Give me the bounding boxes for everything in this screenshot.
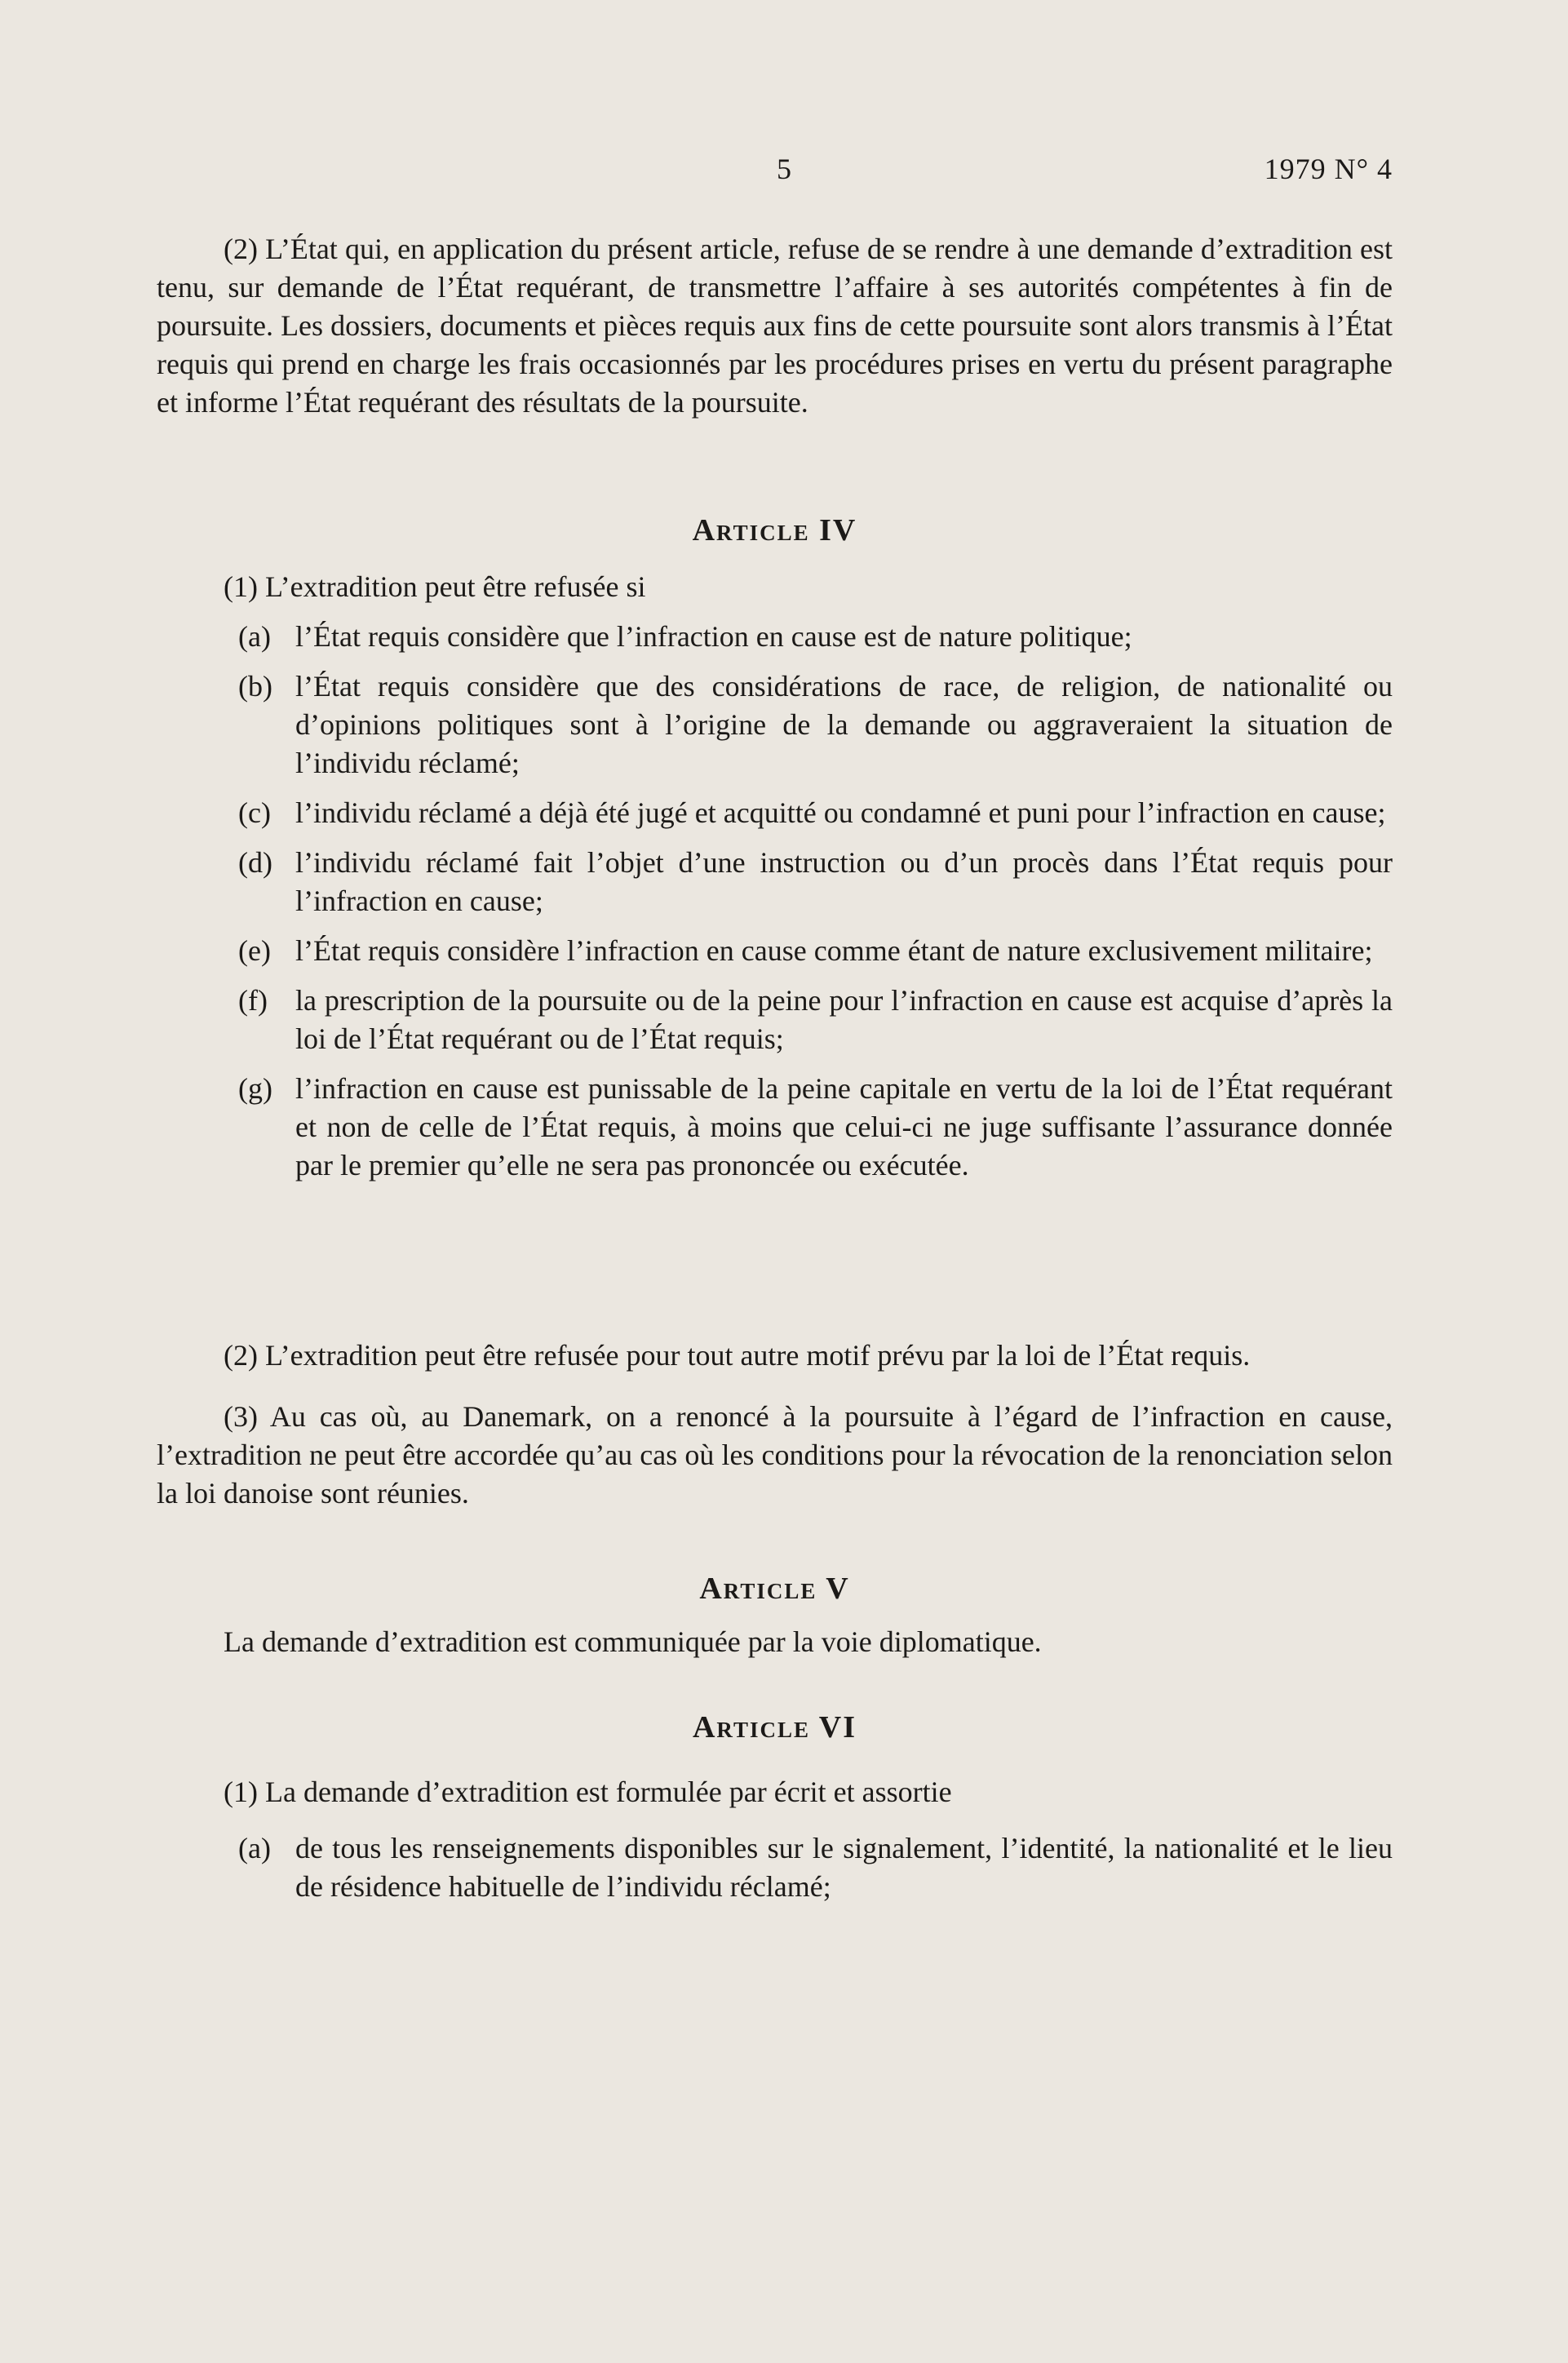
list-item-text: de tous les renseignements disponibles sur le signalement, l’identité, la nationalité et le lieu de résidence habituelle de l’individu réclamé; <box>295 1832 1393 1903</box>
list-item-c <box>157 794 1393 832</box>
list-item-b <box>157 667 1393 782</box>
list-item-g <box>157 1070 1393 1185</box>
list-item-f <box>157 982 1393 1058</box>
list-item-art6-a <box>157 1829 1393 1906</box>
list-item-label: (e) <box>238 934 271 967</box>
document-body <box>157 230 1393 1906</box>
lead-art6-1: (1) La demande d’extradition est formulée par écrit et assortie <box>224 1776 952 1808</box>
heading-article-iv: Article IV <box>692 513 857 548</box>
lead-art4-1: (1) L’extradition peut être refusée si <box>224 570 646 603</box>
list-item-label: (g) <box>238 1072 272 1105</box>
paragraph-art3-2: (2) L’État qui, en application du présent article, refuse de se rendre à une demande d’extradition est tenu, sur demande de l’État requérant, de transmettre l’affaire à ses autorités compétentes à fin de poursuite. Les dossiers, documents et pièces requis aux fins de cette poursuite sont alors transmis à l’État requis qui prend en charge les frais occasionnés par les procédures prises en vertu du présent paragraphe et informe l’État requérant des résultats de la poursuite. <box>157 233 1393 419</box>
document-reference: 1979 N° 4 <box>1264 153 1393 185</box>
list-item-text: l’individu réclamé a déjà été jugé et acquitté ou condamné et puni pour l’infraction en cause; <box>295 796 1386 829</box>
list-item-text: l’infraction en cause est punissable de la peine capitale en vertu de la loi de l’État requérant et non de celle de l’État requis, à moins que celui-ci ne juge suffisante l’assurance donnée par le premier qu’elle ne sera pas prononcée ou exécutée. <box>295 1072 1393 1182</box>
list-item-text: la prescription de la poursuite ou de la peine pour l’infraction en cause est acquise d’après la loi de l’État requérant ou de l’État requis; <box>295 984 1393 1055</box>
list-item-text: l’État requis considère que des considérations de race, de religion, de nationalité ou d’opinions politiques sont à l’origine de la demande ou aggraveraient la situation de l’individu réclamé; <box>295 670 1393 779</box>
list-item-label: (a) <box>238 620 271 653</box>
heading-article-v: Article V <box>699 1572 850 1606</box>
list-item-label: (c) <box>238 796 271 829</box>
list-item-e <box>157 932 1393 970</box>
page-number: 5 <box>777 153 791 185</box>
list-item-text: l’État requis considère l’infraction en cause comme étant de nature exclusivement militaire; <box>295 934 1373 967</box>
list-item-text: l’individu réclamé fait l’objet d’une instruction ou d’un procès dans l’État requis pour l’infraction en cause; <box>295 846 1393 917</box>
paragraph-art4-3: (3) Au cas où, au Danemark, on a renoncé à la poursuite à l’égard de l’infraction en cause, l’extradition ne peut être accordée qu’au cas où les conditions pour la révocation de la renonciation selon la loi danoise sont réunies. <box>157 1400 1393 1510</box>
list-item-label: (d) <box>238 846 272 879</box>
list-item-d <box>157 844 1393 920</box>
paragraph-art4-2: (2) L’extradition peut être refusée pour tout autre motif prévu par la loi de l’État requis. <box>224 1339 1251 1372</box>
lead-art5: La demande d’extradition est communiquée par la voie diplomatique. <box>224 1625 1042 1658</box>
list-item-label: (f) <box>238 984 268 1017</box>
heading-article-vi: Article VI <box>692 1710 857 1745</box>
list-item-text: l’État requis considère que l’infraction en cause est de nature politique; <box>295 620 1132 653</box>
list-item-label: (b) <box>238 670 272 703</box>
list-item-label: (a) <box>238 1832 271 1864</box>
list-item-a <box>157 618 1393 656</box>
